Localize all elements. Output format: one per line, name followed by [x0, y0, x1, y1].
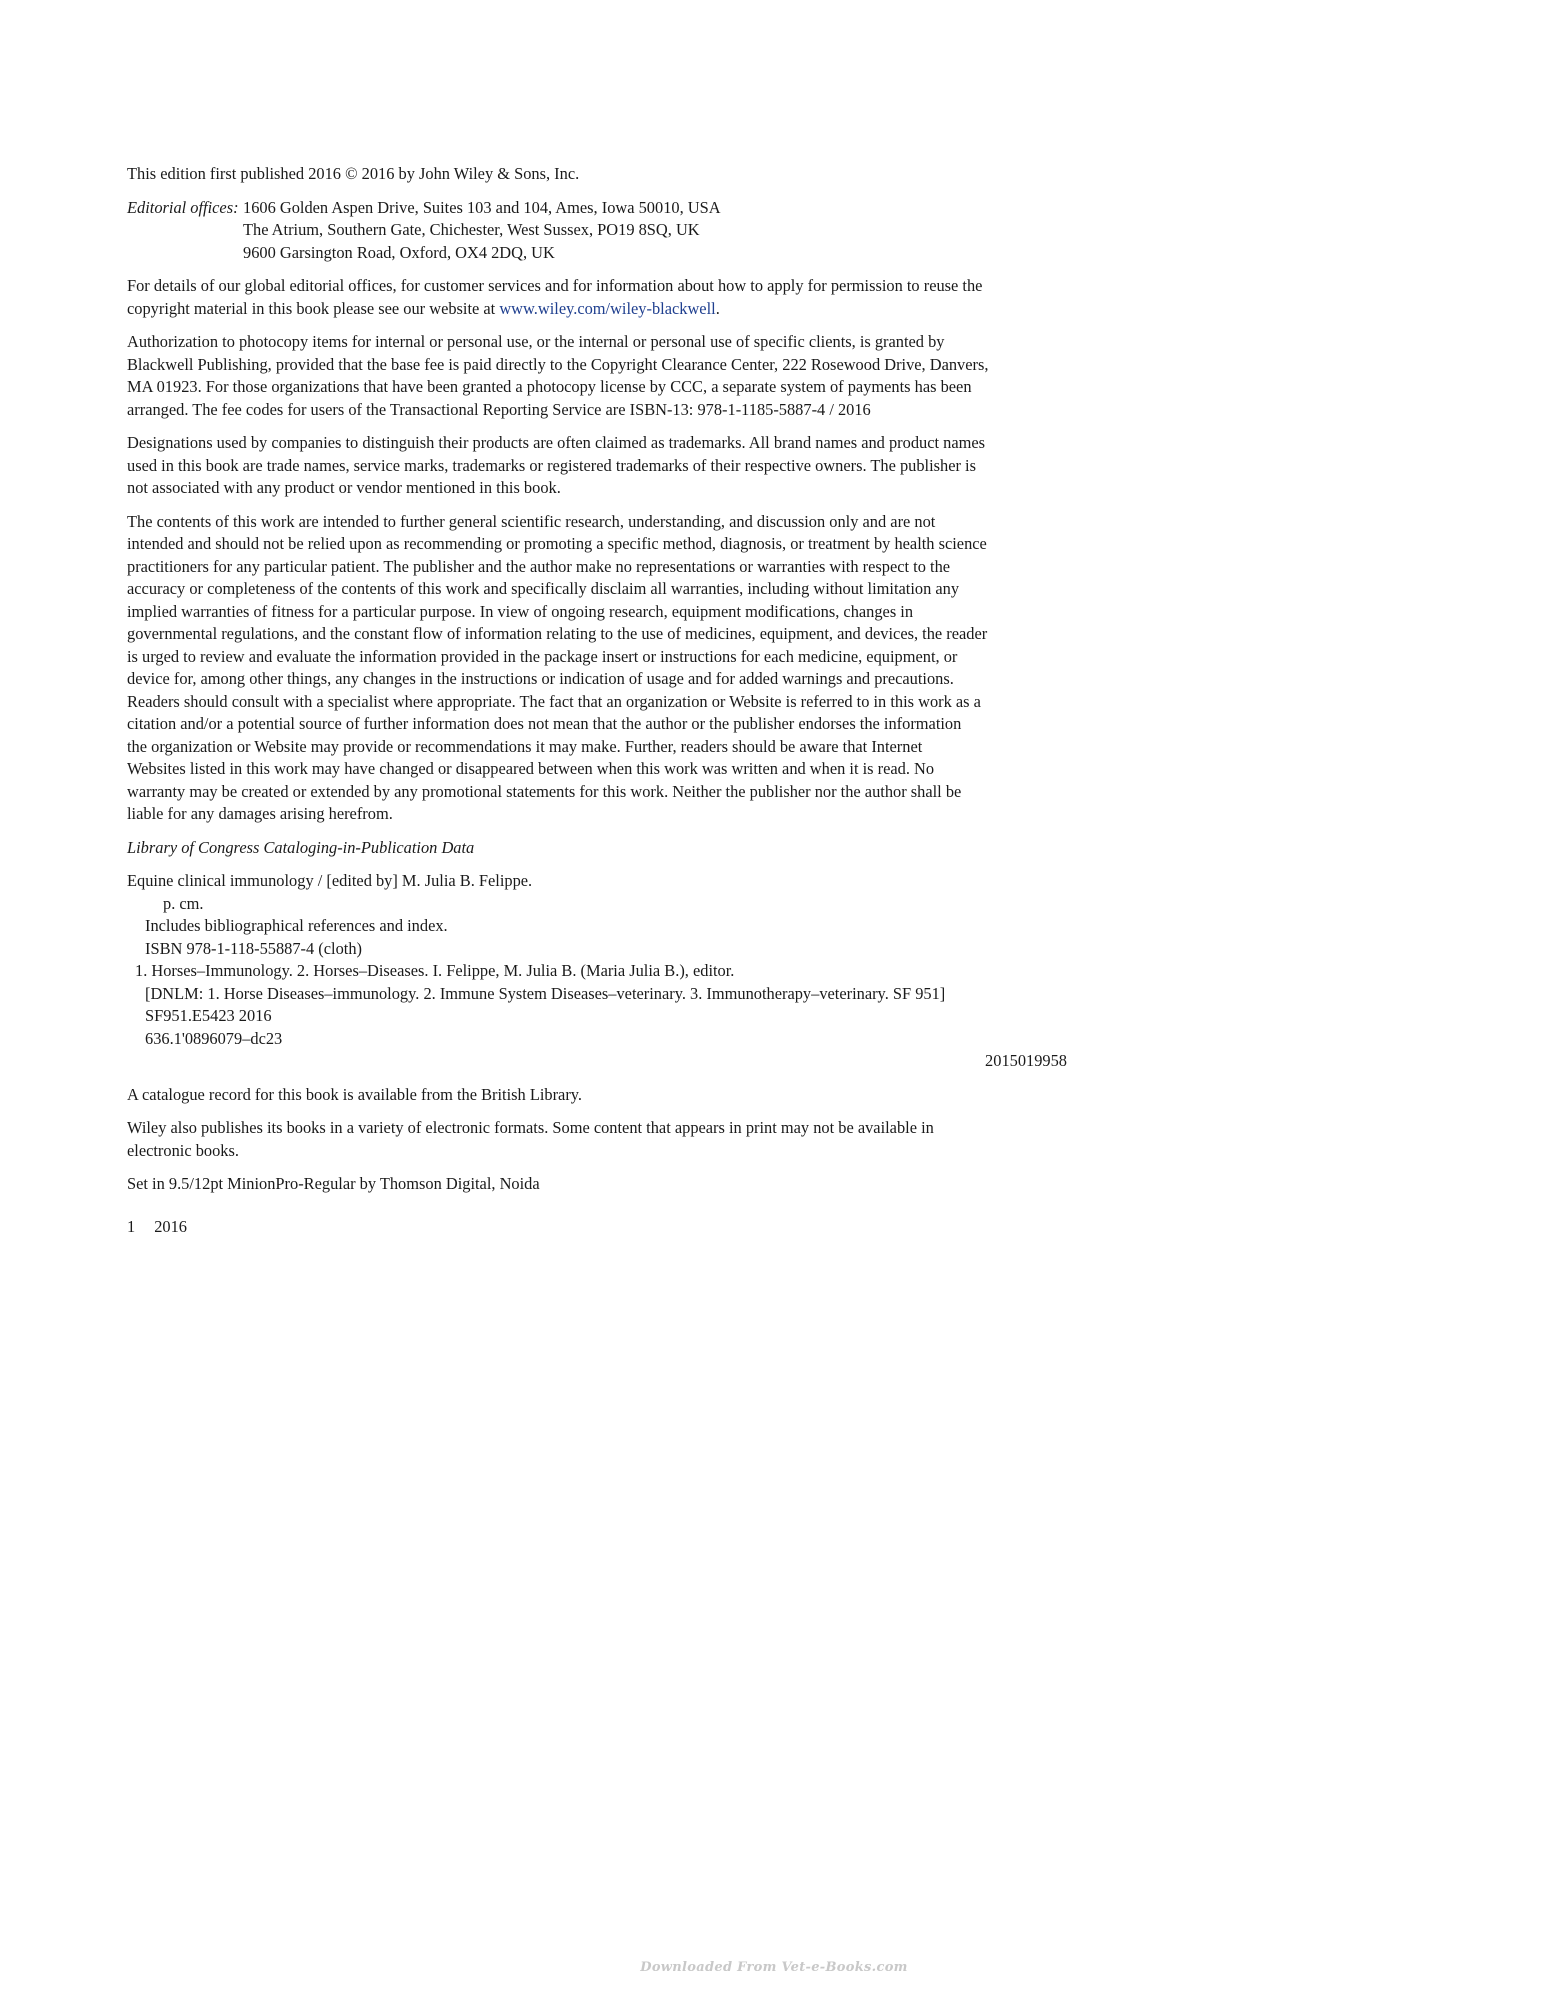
cip-subjects-line: 1. Horses–Immunology. 2. Horses–Diseases. I. Felippe, M. Julia B. (Maria Julia B.), editor.	[135, 961, 735, 980]
watermark: Downloaded From Vet-e-Books.com	[640, 1960, 908, 1975]
cip-dnlm-line: [DNLM: 1. Horse Diseases–immunology. 2. Immune System Diseases–veterinary. 3. Immunotherapy–veterinary. SF 951]	[145, 983, 946, 1003]
cip-pages-line: p. cm.	[163, 893, 204, 913]
editorial-offices	[127, 197, 1067, 265]
print-impression: 1	[127, 1216, 136, 1236]
authorization-paragraph: Authorization to photocopy items for internal or personal use, or the internal or personal use of specific clients, is granted by Blackwell Publishing, provided that the base fee is paid directly to the Copyright Clearance Center, 222 Rosewood Drive, Danvers, MA 01923. For those organizations that have been granted a photocopy license by CCC, a separate system of payments has been arranged. The fee codes for users of the Transactional Reporting Service are ISBN-13: 978-1-1185-5887-4 / 2016	[127, 332, 989, 419]
details-paragraph: For details of our global editorial offices, for customer services and for information about how to apply for permission to reuse the copyright material in this book please see our website at www.wiley.com/wiley-blackwell.	[127, 276, 983, 318]
typeset-line: Set in 9.5/12pt MinionPro-Regular by Thomson Digital, Noida	[127, 1174, 540, 1193]
catalogue-record: A catalogue record for this book is available from the British Library.	[127, 1084, 583, 1104]
print-year: 2016	[154, 1216, 187, 1236]
designations-paragraph: Designations used by companies to distinguish their products are often claimed as trademarks. All brand names and product names used in this book are trade names, service marks, trademarks or registered trademarks of their respective owners. The publisher is not associated with any product or vendor mentioned in this book.	[127, 433, 986, 497]
editorial-office-address: 1606 Golden Aspen Drive, Suites 103 and 104, Ames, Iowa 50010, USA	[243, 197, 721, 217]
cip-heading: Library of Congress Cataloging-in-Publication Data	[127, 837, 475, 857]
copyright-line: This edition first published 2016 © 2016 by John Wiley & Sons, Inc.	[127, 164, 580, 183]
cip-isbn-line: ISBN 978-1-118-55887-4 (cloth)	[145, 938, 362, 958]
cip-includes-line: Includes bibliographical references and index.	[145, 916, 448, 935]
print-line	[127, 1216, 1067, 1239]
editorial-office-address: 9600 Garsington Road, Oxford, OX4 2DQ, UK	[243, 242, 555, 262]
editorial-offices-label: Editorial offices:	[127, 197, 239, 217]
cip-dewey: 636.1'0896079–dc23	[145, 1028, 283, 1048]
wiley-blackwell-link[interactable]: www.wiley.com/wiley-blackwell	[499, 298, 716, 318]
cip-lccn: 2015019958	[985, 1051, 1067, 1070]
disclaimer-paragraph: The contents of this work are intended to further general scientific research, understanding, and discussion only and are not intended and should not be relied upon as recommending or promoting a specific method, diagnosis, or treatment by health science practitioners for any particular patient. The publisher and the author make no representations or warranties with respect to the accuracy or completeness of the contents of this work and specifically disclaim all warranties, including without limitation any implied warranties of fitness for a particular purpose. In view of ongoing research, equipment modifications, changes in governmental regulations, and the constant flow of information relating to the use of medicines, equipment, and devices, the reader is urged to review and evaluate the information provided in the package insert or instructions for each medicine, equipment, or device for, among other things, any changes in the instructions or indication of usage and for added warnings and precautions. Readers should consult with a specialist where appropriate. The fact that an organization or Website is referred to in this work as a citation and/or a potential source of further information does not mean that the author or the publisher endorses the information the organization or Website may provide or recommendations it may make. Further, readers should be aware that Internet Websites listed in this work may have changed or disappeared between when this work was written and when it is read. No warranty may be created or extended by any promotional statements for this work. Neither the publisher nor the author shall be liable for any damages arising herefrom.	[127, 511, 988, 823]
cip-title-line: Equine clinical immunology / [edited by] M. Julia B. Felippe.	[127, 871, 533, 890]
cip-data-block	[127, 870, 1067, 1073]
electronic-formats-paragraph: Wiley also publishes its books in a variety of electronic formats. Some content that appears in print may not be available in electronic books.	[127, 1118, 934, 1160]
editorial-office-address: The Atrium, Southern Gate, Chichester, West Sussex, PO19 8SQ, UK	[243, 220, 700, 239]
copyright-page	[127, 163, 1067, 1238]
cip-call-number: SF951.E5423 2016	[145, 1006, 272, 1025]
